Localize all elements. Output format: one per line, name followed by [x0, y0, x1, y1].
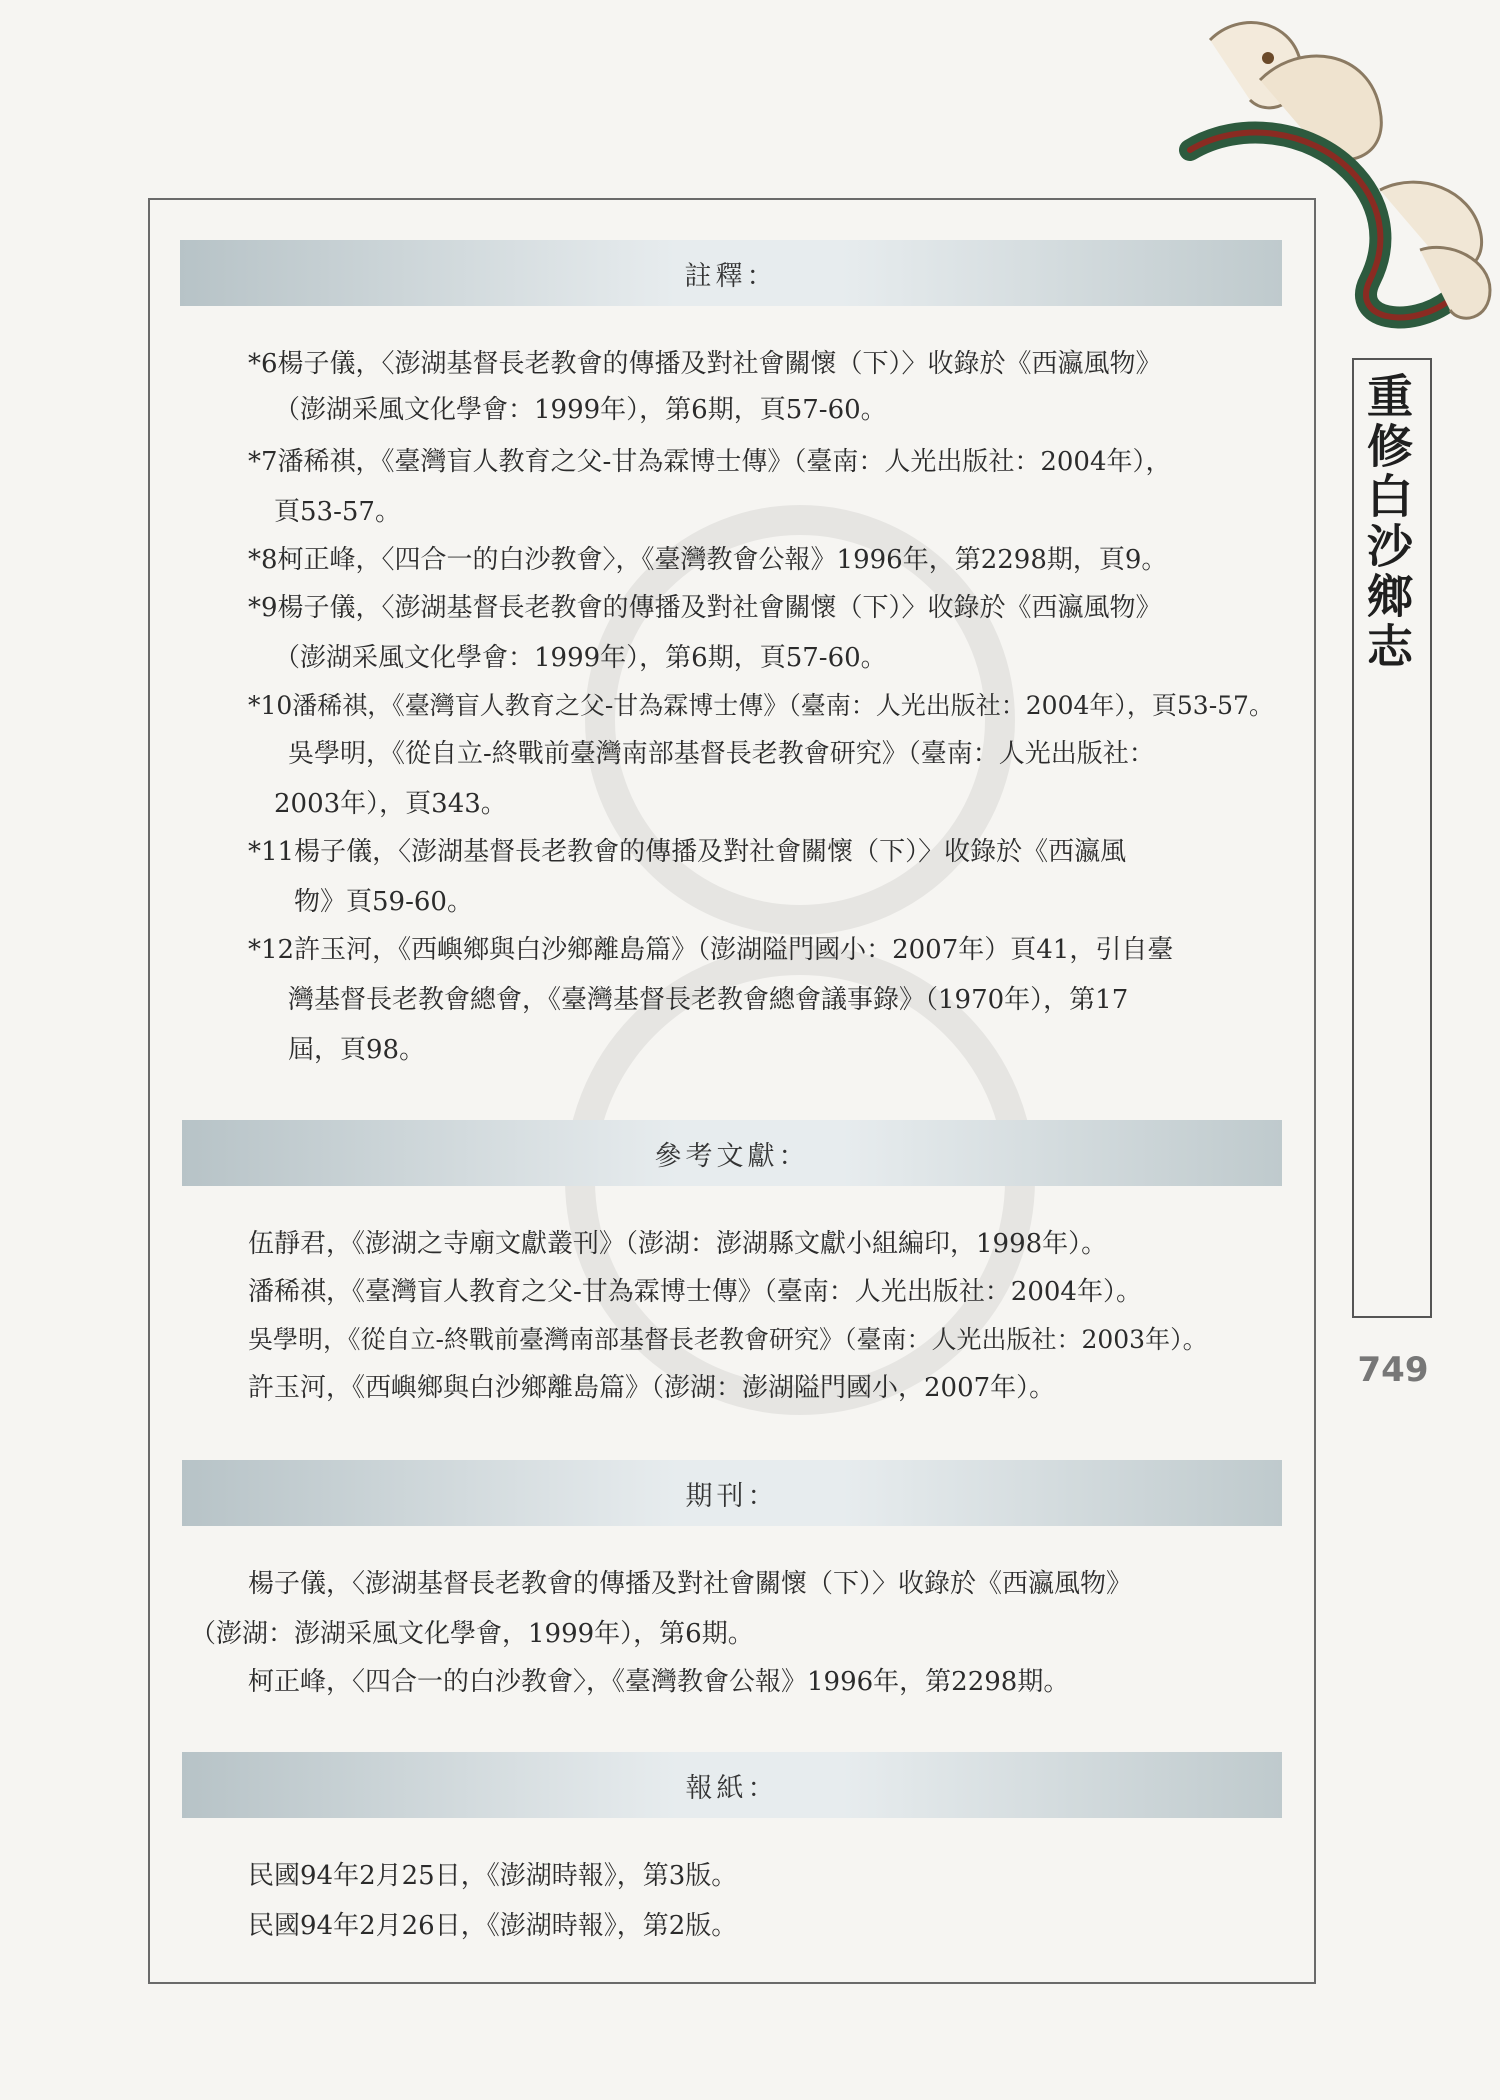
periodical-line: （澎湖：澎湖采風文化學會，1999年），第6期。: [190, 1619, 754, 1649]
note-line: 屆，頁98。: [288, 1035, 426, 1065]
section-title-notes-label: 註釋：: [684, 260, 778, 292]
section-title-newspapers: [182, 1752, 1282, 1818]
section-title-newspapers-label: 報紙：: [685, 1772, 779, 1804]
periodical-line: 楊子儀，〈澎湖基督長老教會的傳播及對社會關懷（下）〉收錄於《西瀛風物》: [248, 1569, 1133, 1599]
section-title-references-label: 參考文獻：: [654, 1140, 810, 1172]
newspaper-line: 民國94年2月26日，《澎湖時報》，第2版。: [248, 1911, 738, 1941]
side-title: 重修白沙鄉志: [1360, 372, 1414, 672]
note-line: 物》頁59-60。: [294, 887, 473, 917]
reference-line: 吳學明，《從自立-終戰前臺灣南部基督長老教會研究》（臺南：人光出版社：2003年）。: [248, 1325, 1208, 1354]
note-line: *7潘稀祺，《臺灣盲人教育之父-甘為霖博士傳》（臺南：人光出版社：2004年），: [248, 447, 1172, 477]
reference-line: 許玉河，《西嶼鄉與白沙鄉離島篇》（澎湖：澎湖隘門國小，2007年）。: [248, 1373, 1056, 1403]
note-line: 灣基督長老教會總會，《臺灣基督長老教會總會議事錄》（1970年），第17: [288, 985, 1129, 1015]
section-title-periodicals: [182, 1460, 1282, 1526]
note-line: *8柯正峰，〈四合一的白沙教會〉，《臺灣教會公報》1996年，第2298期，頁9。: [248, 545, 1168, 575]
note-line: 吳學明，《從自立-終戰前臺灣南部基督長老教會研究》（臺南：人光出版社：: [288, 739, 1155, 769]
note-line: *12許玉河，《西嶼鄉與白沙鄉離島篇》（澎湖隘門國小：2007年）頁41，引自臺: [248, 935, 1174, 965]
page-number: 749: [1357, 1350, 1429, 1390]
newspaper-line: 民國94年2月25日，《澎湖時報》，第3版。: [248, 1861, 738, 1891]
note-line: 頁53-57。: [274, 497, 401, 527]
note-line: 2003年），頁343。: [274, 789, 507, 819]
reference-line: 伍靜君，《澎湖之寺廟文獻叢刊》（澎湖：澎湖縣文獻小組編印，1998年）。: [248, 1229, 1108, 1259]
section-title-notes: [180, 240, 1282, 306]
note-line: （澎湖采風文化學會：1999年），第6期，頁57-60。: [274, 643, 887, 673]
note-line: *11楊子儀，〈澎湖基督長老教會的傳播及對社會關懷（下）〉收錄於《西瀛風: [248, 837, 1127, 867]
periodical-line: 柯正峰，〈四合一的白沙教會〉，《臺灣教會公報》1996年，第2298期。: [248, 1667, 1070, 1697]
section-title-references: [182, 1120, 1282, 1186]
section-title-periodicals-label: 期刊：: [685, 1480, 779, 1512]
reference-line: 潘稀祺，《臺灣盲人教育之父-甘為霖博士傳》（臺南：人光出版社：2004年）。: [248, 1277, 1142, 1307]
note-line: *10潘稀祺，《臺灣盲人教育之父-甘為霖博士傳》（臺南：人光出版社：2004年），頁53-57。: [248, 691, 1274, 720]
note-line: *9楊子儀，〈澎湖基督長老教會的傳播及對社會關懷（下）〉收錄於《西瀛風物》: [248, 593, 1162, 623]
note-line: （澎湖采風文化學會：1999年），第6期，頁57-60。: [274, 395, 887, 425]
note-line: *6楊子儀，〈澎湖基督長老教會的傳播及對社會關懷（下）〉收錄於《西瀛風物》: [248, 349, 1162, 379]
